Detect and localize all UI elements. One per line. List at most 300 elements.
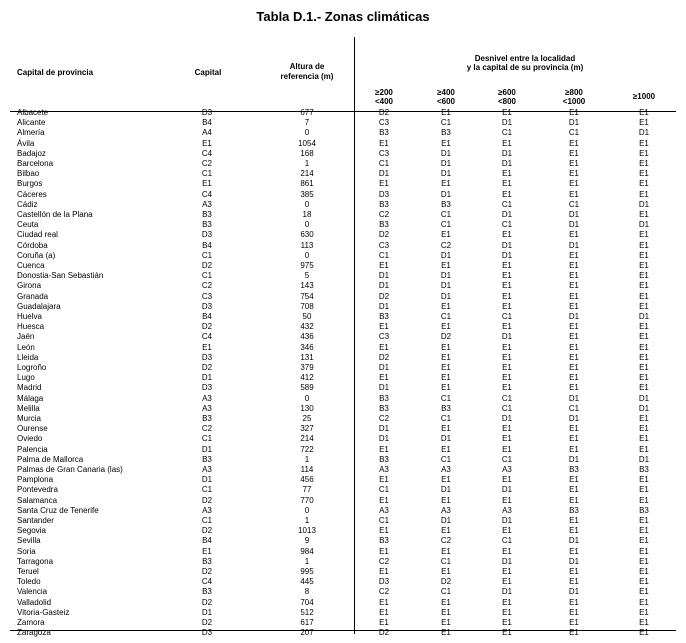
header-range-800: ≥800	[565, 88, 583, 97]
cell-provincia: Málaga	[17, 393, 44, 403]
cell-desnivel-200: A3	[379, 505, 389, 515]
cell-altura: 7	[304, 118, 310, 128]
cell-desnivel-200: C2	[378, 210, 390, 219]
cell-altura: 131	[300, 352, 314, 362]
cell-altura: 0	[304, 199, 310, 209]
cell-desnivel-400: E1	[441, 618, 451, 627]
cell-desnivel-1000: E1	[639, 108, 649, 117]
cell-provincia: Segovia	[17, 526, 46, 536]
table-row	[0, 547, 686, 556]
cell-desnivel-600: E1	[502, 352, 512, 362]
cell-altura: 630	[300, 230, 314, 240]
cell-desnivel-1000: E1	[639, 271, 649, 281]
cell-desnivel-600: D1	[501, 210, 513, 219]
cell-desnivel-600: D1	[501, 118, 513, 128]
cell-desnivel-600: E1	[502, 424, 512, 434]
cell-provincia: Coruña (a)	[17, 250, 56, 260]
cell-altura: 0	[304, 128, 310, 138]
cell-altura: 130	[300, 403, 314, 413]
cell-desnivel-200: E1	[379, 495, 389, 505]
table-row	[0, 169, 686, 178]
cell-desnivel-200: D2	[378, 628, 390, 638]
cell-capital: D3	[201, 383, 213, 393]
table-row	[0, 506, 686, 515]
cell-capital: D2	[201, 597, 213, 607]
cell-capital: C3	[201, 291, 213, 301]
cell-desnivel-200: B3	[379, 199, 389, 209]
cell-desnivel-600: A3	[502, 505, 512, 515]
cell-desnivel-800: E1	[569, 250, 579, 260]
cell-desnivel-200: D1	[378, 169, 390, 179]
cell-capital: A3	[202, 393, 212, 403]
cell-desnivel-400: E1	[441, 495, 451, 505]
cell-desnivel-600: D1	[501, 414, 513, 423]
cell-desnivel-1000: E1	[639, 148, 649, 158]
cell-desnivel-800: E1	[569, 424, 579, 434]
cell-provincia: León	[17, 342, 35, 352]
header-capital: Capital	[194, 68, 222, 77]
table-row	[0, 608, 686, 617]
cell-altura: 346	[300, 342, 314, 352]
table-row	[0, 526, 686, 535]
cell-altura: 1	[304, 516, 310, 525]
cell-capital: B3	[202, 454, 212, 464]
table-row	[0, 496, 686, 505]
cell-capital: B4	[202, 240, 212, 250]
cell-altura: 18	[302, 210, 312, 219]
cell-capital: C1	[201, 485, 213, 495]
cell-desnivel-1000: D1	[638, 454, 650, 464]
cell-altura: 1	[304, 556, 310, 566]
cell-desnivel-400: D2	[440, 577, 452, 587]
cell-desnivel-1000: D1	[638, 312, 650, 321]
cell-desnivel-200: C2	[378, 414, 390, 423]
cell-desnivel-1000: E1	[639, 556, 649, 566]
cell-desnivel-600: D1	[501, 148, 513, 158]
cell-provincia: Melilla	[17, 403, 40, 413]
cell-desnivel-400: C1	[440, 587, 452, 597]
cell-altura: 704	[300, 597, 314, 607]
cell-altura: 708	[300, 301, 314, 311]
header-range-800-upper: <800	[497, 97, 517, 106]
cell-altura: 0	[304, 393, 310, 403]
table-row	[0, 281, 686, 290]
cell-altura: 770	[300, 495, 314, 505]
cell-desnivel-200: C3	[378, 240, 390, 250]
table-row	[0, 139, 686, 148]
cell-altura: 436	[300, 332, 314, 342]
cell-desnivel-800: E1	[569, 148, 579, 158]
cell-desnivel-400: C1	[440, 414, 452, 423]
cell-desnivel-200: A3	[379, 465, 389, 474]
cell-desnivel-800: E1	[569, 516, 579, 525]
cell-desnivel-400: E1	[441, 301, 451, 311]
cell-desnivel-200: E1	[379, 567, 389, 576]
table-row	[0, 465, 686, 474]
cell-capital: A3	[202, 403, 212, 413]
cell-capital: D2	[201, 261, 213, 270]
cell-capital: A3	[202, 199, 212, 209]
cell-desnivel-1000: D1	[638, 220, 650, 230]
cell-provincia: Barcelona	[17, 159, 54, 168]
cell-desnivel-400: C1	[440, 556, 452, 566]
cell-capital: D2	[201, 526, 213, 536]
cell-desnivel-1000: E1	[639, 587, 649, 597]
table-row	[0, 312, 686, 321]
cell-desnivel-400: A3	[441, 465, 451, 474]
cell-desnivel-800: E1	[569, 434, 579, 444]
cell-desnivel-200: E1	[379, 322, 389, 332]
cell-desnivel-1000: E1	[639, 281, 649, 291]
cell-capital: D2	[201, 618, 213, 627]
cell-desnivel-600: E1	[502, 567, 512, 576]
table-row	[0, 455, 686, 464]
cell-desnivel-400: E1	[441, 628, 451, 638]
cell-provincia: Ávila	[17, 138, 35, 148]
cell-desnivel-400: D1	[440, 148, 452, 158]
cell-desnivel-800: E1	[569, 261, 579, 270]
cell-capital: B3	[202, 587, 212, 597]
cell-desnivel-1000: D1	[638, 128, 650, 138]
cell-desnivel-1000: E1	[639, 546, 649, 556]
cell-desnivel-800: D1	[568, 220, 580, 230]
cell-capital: C1	[201, 271, 213, 281]
cell-desnivel-200: D3	[378, 189, 390, 199]
cell-provincia: Huelva	[17, 312, 42, 321]
cell-desnivel-800: E1	[569, 373, 579, 383]
cell-desnivel-400: E1	[441, 342, 451, 352]
cell-altura: 1	[304, 159, 310, 168]
cell-desnivel-400: C1	[440, 220, 452, 230]
table-row	[0, 241, 686, 250]
cell-provincia: Murcia	[17, 414, 42, 423]
cell-desnivel-1000: E1	[639, 536, 649, 546]
cell-desnivel-800: E1	[569, 577, 579, 587]
cell-desnivel-200: B3	[379, 403, 389, 413]
cell-desnivel-400: D1	[440, 169, 452, 179]
cell-capital: D2	[201, 322, 213, 332]
cell-desnivel-600: A3	[502, 465, 512, 474]
cell-provincia: Lugo	[17, 373, 35, 383]
cell-desnivel-1000: E1	[639, 567, 649, 576]
cell-altura: 1054	[298, 138, 316, 148]
table-row	[0, 394, 686, 403]
cell-altura: 113	[300, 240, 314, 250]
cell-desnivel-1000: E1	[639, 189, 649, 199]
cell-desnivel-200: E1	[379, 618, 389, 627]
cell-provincia: Badajoz	[17, 148, 46, 158]
cell-desnivel-1000: E1	[639, 444, 649, 454]
cell-provincia: Toledo	[17, 577, 41, 587]
cell-desnivel-800: D1	[568, 312, 580, 321]
cell-desnivel-800: E1	[569, 301, 579, 311]
cell-desnivel-400: B3	[441, 128, 451, 138]
cell-capital: B3	[202, 220, 212, 230]
cell-desnivel-400: D1	[440, 159, 452, 168]
cell-desnivel-600: E1	[502, 577, 512, 587]
table-row	[0, 108, 686, 117]
cell-desnivel-600: E1	[502, 628, 512, 638]
cell-desnivel-600: E1	[502, 138, 512, 148]
cell-desnivel-800: E1	[569, 291, 579, 301]
cell-desnivel-800: E1	[569, 628, 579, 638]
cell-provincia: Teruel	[17, 567, 39, 576]
cell-altura: 214	[300, 434, 314, 444]
header-range-600: ≥600	[498, 88, 516, 97]
cell-desnivel-800: E1	[569, 495, 579, 505]
table-row	[0, 353, 686, 362]
cell-desnivel-600: E1	[502, 383, 512, 393]
cell-desnivel-400: D1	[440, 271, 452, 281]
cell-desnivel-1000: E1	[639, 475, 649, 485]
cell-provincia: Palencia	[17, 444, 48, 454]
cell-altura: 456	[300, 475, 314, 485]
cell-desnivel-600: C1	[501, 199, 513, 209]
cell-capital: C1	[201, 169, 213, 179]
cell-altura: 379	[300, 363, 314, 372]
cell-desnivel-1000: E1	[639, 118, 649, 128]
cell-desnivel-400: B3	[441, 403, 451, 413]
cell-desnivel-200: C1	[378, 250, 390, 260]
cell-desnivel-200: D1	[378, 281, 390, 291]
cell-capital: C1	[201, 434, 213, 444]
cell-desnivel-800: E1	[569, 179, 579, 189]
cell-desnivel-800: E1	[569, 332, 579, 342]
cell-altura: 114	[300, 465, 314, 474]
cell-desnivel-600: E1	[502, 261, 512, 270]
cell-desnivel-400: E1	[441, 230, 451, 240]
cell-desnivel-200: D2	[378, 230, 390, 240]
cell-desnivel-200: E1	[379, 179, 389, 189]
header-provincia: Capital de provincia	[17, 68, 94, 77]
table-row	[0, 383, 686, 392]
cell-desnivel-400: E1	[441, 373, 451, 383]
cell-desnivel-800: E1	[569, 546, 579, 556]
cell-desnivel-400: E1	[441, 261, 451, 270]
cell-desnivel-200: B3	[379, 536, 389, 546]
cell-capital: D3	[201, 301, 213, 311]
cell-desnivel-800: E1	[569, 363, 579, 372]
table-row	[0, 271, 686, 280]
table-row	[0, 220, 686, 229]
cell-desnivel-1000: E1	[639, 301, 649, 311]
cell-desnivel-200: E1	[379, 526, 389, 536]
cell-desnivel-400: E1	[441, 546, 451, 556]
cell-desnivel-200: D2	[378, 352, 390, 362]
cell-desnivel-200: D1	[378, 301, 390, 311]
header-desnivel-line2: y la capital de su provincia (m)	[466, 63, 584, 72]
cell-desnivel-600: D1	[501, 159, 513, 168]
cell-desnivel-600: D1	[501, 587, 513, 597]
cell-provincia: Burgos	[17, 179, 43, 189]
cell-capital: A3	[202, 465, 212, 474]
cell-desnivel-800: D1	[568, 118, 580, 128]
cell-desnivel-400: C2	[440, 536, 452, 546]
cell-desnivel-800: D1	[568, 240, 580, 250]
cell-desnivel-1000: D1	[638, 393, 650, 403]
cell-provincia: Pontevedra	[17, 485, 58, 495]
cell-desnivel-1000: B3	[639, 465, 649, 474]
cell-provincia: Santander	[17, 516, 54, 525]
cell-desnivel-600: E1	[502, 271, 512, 281]
cell-desnivel-600: E1	[502, 230, 512, 240]
cell-desnivel-800: E1	[569, 607, 579, 617]
cell-altura: 143	[300, 281, 314, 291]
cell-desnivel-200: D1	[378, 424, 390, 434]
cell-desnivel-800: E1	[569, 108, 579, 117]
cell-desnivel-600: C1	[501, 393, 513, 403]
cell-desnivel-1000: E1	[639, 230, 649, 240]
cell-provincia: Donostia-San Sebastián	[17, 271, 104, 281]
cell-desnivel-200: E1	[379, 138, 389, 148]
cell-desnivel-1000: E1	[639, 414, 649, 423]
cell-altura: 412	[300, 373, 314, 383]
cell-desnivel-200: D1	[378, 363, 390, 372]
cell-altura: 207	[300, 628, 314, 638]
cell-desnivel-200: D1	[378, 271, 390, 281]
cell-desnivel-600: D1	[501, 240, 513, 250]
table-row	[0, 434, 686, 443]
cell-desnivel-600: D1	[501, 516, 513, 525]
table-row	[0, 536, 686, 545]
cell-provincia: Granada	[17, 291, 49, 301]
cell-altura: 677	[300, 108, 314, 117]
cell-desnivel-400: E1	[441, 322, 451, 332]
cell-desnivel-800: C1	[568, 403, 580, 413]
cell-desnivel-1000: E1	[639, 383, 649, 393]
cell-desnivel-800: D1	[568, 454, 580, 464]
table-row	[0, 200, 686, 209]
cell-provincia: Girona	[17, 281, 42, 291]
cell-desnivel-600: C1	[501, 536, 513, 546]
cell-desnivel-400: B3	[441, 199, 451, 209]
cell-capital: C4	[201, 332, 213, 342]
cell-altura: 168	[300, 148, 314, 158]
cell-capital: D1	[201, 373, 213, 383]
cell-capital: B3	[202, 556, 212, 566]
cell-desnivel-400: E1	[441, 526, 451, 536]
cell-desnivel-400: E1	[441, 383, 451, 393]
cell-capital: B3	[202, 210, 212, 219]
cell-desnivel-200: D1	[378, 434, 390, 444]
cell-desnivel-1000: E1	[639, 618, 649, 627]
cell-desnivel-400: C1	[440, 393, 452, 403]
header-range-1000: ≥1000	[632, 92, 656, 101]
cell-desnivel-1000: E1	[639, 495, 649, 505]
cell-altura: 1	[304, 454, 310, 464]
header-altura-line1: Altura de	[289, 62, 325, 71]
cell-desnivel-400: E1	[441, 138, 451, 148]
cell-desnivel-800: E1	[569, 281, 579, 291]
cell-desnivel-600: E1	[502, 108, 512, 117]
cell-provincia: Soria	[17, 546, 36, 556]
cell-desnivel-400: D1	[440, 516, 452, 525]
cell-desnivel-600: D1	[501, 250, 513, 260]
header-range-600-upper: <600	[436, 97, 456, 106]
cell-desnivel-800: E1	[569, 189, 579, 199]
cell-desnivel-1000: E1	[639, 261, 649, 270]
cell-capital: C1	[201, 516, 213, 525]
cell-desnivel-600: E1	[502, 322, 512, 332]
cell-altura: 327	[300, 424, 314, 434]
table-row	[0, 230, 686, 239]
cell-desnivel-1000: E1	[639, 597, 649, 607]
cell-provincia: Santa Cruz de Tenerife	[17, 505, 99, 515]
cell-altura: 5	[304, 271, 310, 281]
cell-desnivel-200: C1	[378, 159, 390, 168]
cell-desnivel-800: E1	[569, 597, 579, 607]
cell-altura: 512	[300, 607, 314, 617]
cell-altura: 0	[304, 505, 310, 515]
cell-desnivel-600: E1	[502, 607, 512, 617]
cell-desnivel-800: E1	[569, 567, 579, 576]
cell-provincia: Ourense	[17, 424, 48, 434]
cell-desnivel-200: C2	[378, 556, 390, 566]
cell-desnivel-1000: E1	[639, 179, 649, 189]
cell-desnivel-800: E1	[569, 475, 579, 485]
cell-capital: C2	[201, 281, 213, 291]
cell-desnivel-800: E1	[569, 444, 579, 454]
cell-desnivel-1000: E1	[639, 322, 649, 332]
cell-provincia: Cádiz	[17, 199, 38, 209]
cell-provincia: Palmas de Gran Canaria (las)	[17, 465, 123, 474]
table-row	[0, 373, 686, 382]
cell-desnivel-400: D1	[440, 291, 452, 301]
cell-desnivel-600: C1	[501, 454, 513, 464]
cell-desnivel-1000: E1	[639, 526, 649, 536]
cell-provincia: Zamora	[17, 618, 45, 627]
cell-desnivel-200: E1	[379, 546, 389, 556]
header-range-400-upper: <400	[374, 97, 394, 106]
cell-provincia: Valencia	[17, 587, 48, 597]
cell-desnivel-600: E1	[502, 373, 512, 383]
table-row	[0, 190, 686, 199]
cell-desnivel-200: C1	[378, 485, 390, 495]
cell-capital: D3	[201, 352, 213, 362]
cell-altura: 975	[300, 261, 314, 270]
cell-desnivel-600: E1	[502, 342, 512, 352]
cell-desnivel-200: B3	[379, 128, 389, 138]
table-row	[0, 210, 686, 219]
cell-desnivel-1000: E1	[639, 577, 649, 587]
cell-desnivel-1000: D1	[638, 403, 650, 413]
cell-capital: B4	[202, 536, 212, 546]
cell-desnivel-800: E1	[569, 485, 579, 495]
table-row	[0, 118, 686, 127]
cell-desnivel-400: C1	[440, 210, 452, 219]
cell-altura: 984	[300, 546, 314, 556]
cell-altura: 445	[300, 577, 314, 587]
cell-desnivel-600: E1	[502, 291, 512, 301]
cell-provincia: Zaragoza	[17, 628, 51, 638]
table-row	[0, 343, 686, 352]
cell-desnivel-800: E1	[569, 230, 579, 240]
cell-desnivel-800: D1	[568, 393, 580, 403]
cell-desnivel-1000: E1	[639, 169, 649, 179]
cell-capital: C4	[201, 148, 213, 158]
cell-capital: D2	[201, 567, 213, 576]
cell-desnivel-1000: E1	[639, 250, 649, 260]
cell-capital: C1	[201, 250, 213, 260]
cell-desnivel-800: E1	[569, 352, 579, 362]
table-row	[0, 159, 686, 168]
cell-desnivel-400: E1	[441, 567, 451, 576]
cell-desnivel-400: E1	[441, 363, 451, 372]
cell-altura: 861	[300, 179, 314, 189]
table-row	[0, 445, 686, 454]
table-row	[0, 149, 686, 158]
cell-provincia: Valladolid	[17, 597, 52, 607]
